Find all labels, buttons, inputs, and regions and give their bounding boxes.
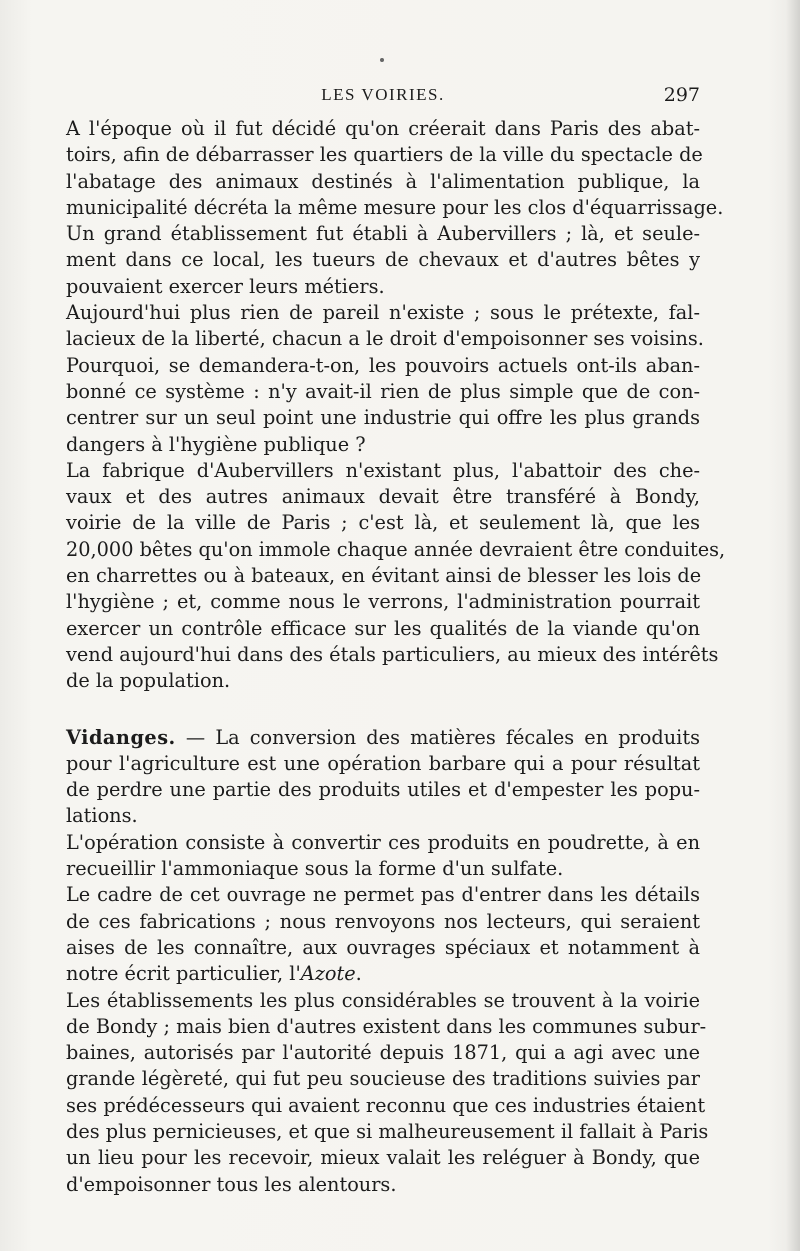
text-line: pouvaient exercer leurs métiers. <box>66 274 385 298</box>
section-intro <box>66 116 726 695</box>
text-line: de ces fabrications ; nous renvoyons nos lecteurs, qui seraient <box>66 909 700 933</box>
page-header <box>66 84 700 108</box>
text-line: centrer sur un seul point une industrie qui offre les plus grands <box>66 406 700 430</box>
italic-title: Azote <box>300 962 356 986</box>
text-line: dangers à l'hygiène publique ? <box>66 432 366 456</box>
text-line: baines, autorisés par l'autorité depuis 1871, qui a agi avec une <box>66 1041 700 1065</box>
section-gap <box>66 695 700 725</box>
text-line: toirs, afin de débarrasser les quartiers de la ville du spectacle de <box>66 143 703 167</box>
text-line: Les établissements les plus considérables se trouvent à la voirie <box>66 988 700 1012</box>
text-line: vaux et des autres animaux devait être transféré à Bondy, <box>66 485 700 509</box>
text-line: vend aujourd'hui dans des étals particuliers, au mieux des intérêts <box>66 642 719 666</box>
text-line: ses prédécesseurs qui avaient reconnu que ces industries étaient <box>66 1093 706 1117</box>
text-line: d'empoisonner tous les alentours. <box>66 1172 397 1196</box>
body-text <box>66 116 726 1198</box>
section-heading: Vidanges. <box>66 725 176 749</box>
text-line: Pourquoi, se demandera-t-on, les pouvoirs actuels ont-ils aban- <box>66 353 700 377</box>
ink-speck <box>380 58 384 62</box>
text-line: pour l'agriculture est une opération barbare qui a pour résultat <box>66 751 700 775</box>
text-line: ment dans ce local, les tueurs de chevaux et d'autres bêtes y <box>66 248 700 272</box>
text-line: aises de les connaître, aux ouvrages spéciaux et notamment à <box>66 935 700 959</box>
section-vidanges <box>66 725 709 1198</box>
text-line: lacieux de la liberté, chacun a le droit d'empoisonner ses voisins. <box>66 327 704 351</box>
text-line: Un grand établissement fut établi à Aubervillers ; là, et seule- <box>66 222 700 246</box>
text-line: l'hygiène ; et, comme nous le verrons, l'administration pourrait <box>66 590 700 614</box>
text-line: voirie de la ville de Paris ; c'est là, et seulement là, que les <box>66 511 700 535</box>
text-line: des plus pernicieuses, et que si malheureusement il fallait à Paris <box>66 1119 709 1143</box>
text-line: de perdre une partie des produits utiles et d'empester les popu- <box>66 778 700 802</box>
text-line: L'opération consiste à convertir ces produits en poudrette, à en <box>66 830 700 854</box>
text-line: Le cadre de cet ouvrage ne permet pas d'entrer dans les détails <box>66 883 700 907</box>
text-line: Aujourd'hui plus rien de pareil n'existe ; sous le prétexte, fal- <box>66 301 700 325</box>
text-line: grande légèreté, qui fut peu soucieuse des traditions suivies par <box>66 1067 700 1091</box>
text-line: bonné ce système : n'y avait-il rien de plus simple que de con- <box>66 379 700 403</box>
text-line <box>66 725 700 751</box>
section-lines <box>66 751 700 961</box>
text-run: — La conversion des matières fécales en produits <box>185 725 700 749</box>
text-line: municipalité décréta la même mesure pour les clos d'équarrissage. <box>66 195 724 219</box>
text-line: La fabrique d'Aubervillers n'existant plus, l'abattoir des che- <box>66 458 700 482</box>
text-line: A l'époque où il fut décidé qu'on créerait dans Paris des abat- <box>66 117 700 140</box>
text-line: 20,000 bêtes qu'on immole chaque année devraient être conduites, <box>66 537 726 561</box>
text-line: de la population. <box>66 669 231 693</box>
text-line: recueillir l'ammoniaque sous la forme d'un sulfate. <box>66 857 564 881</box>
page-number: 297 <box>663 84 700 106</box>
text-line: exercer un contrôle efficace sur les qualités de la viande qu'on <box>66 616 700 640</box>
text-run: . <box>355 962 362 986</box>
section-lines <box>66 988 709 1198</box>
page-edge-shadow <box>786 0 800 1251</box>
text-line: en charrettes ou à bateaux, en évitant ainsi de blesser les lois de <box>66 564 702 588</box>
text-line <box>66 961 700 987</box>
text-line: un lieu pour les recevoir, mieux valait les reléguer à Bondy, que <box>66 1146 700 1170</box>
running-head: LES VOIRIES. <box>321 85 445 104</box>
text-line: lations. <box>66 804 138 828</box>
text-run: notre écrit particulier, l' <box>66 962 301 986</box>
text-line: l'abatage des animaux destinés à l'alimentation publique, la <box>66 169 700 193</box>
text-line: de Bondy ; mais bien d'autres existent dans les communes subur- <box>66 1014 707 1038</box>
